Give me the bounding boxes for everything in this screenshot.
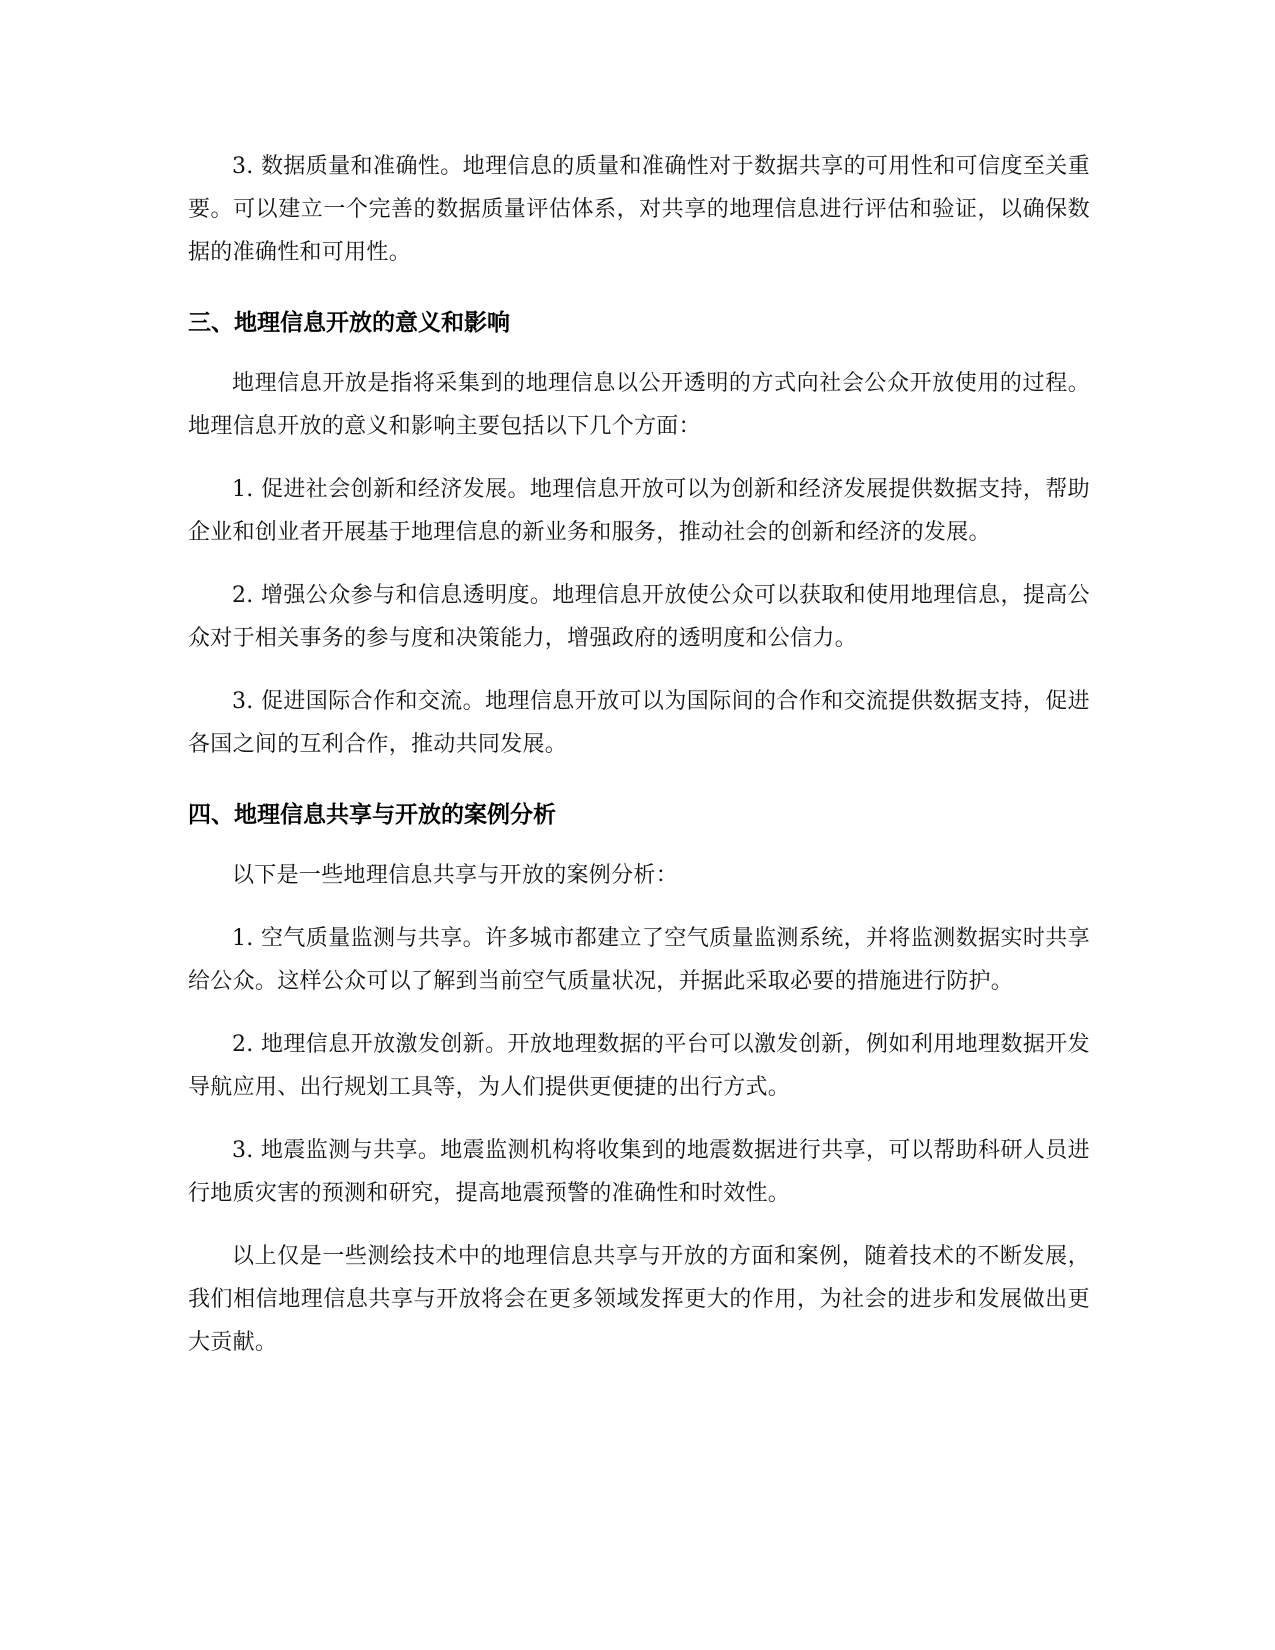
document-page <box>188 145 1090 1364</box>
section-heading-4: 四、地理信息共享与开放的案例分析 <box>188 802 556 828</box>
paragraph-participation: 2. 增强公众参与和信息透明度。地理信息开放使公众可以获取和使用地理信息，提高公众对于相关事务的参与度和决策能力，增强政府的透明度和公信力。 <box>188 583 1090 651</box>
paragraph-cooperation: 3. 促进国际合作和交流。地理信息开放可以为国际间的合作和交流提供数据支持，促进各国之间的互利合作，推动共同发展。 <box>188 689 1090 757</box>
paragraph-open-intro: 地理信息开放是指将采集到的地理信息以公开透明的方式向社会公众开放使用的过程。地理信息开放的意义和影响主要包括以下几个方面： <box>188 371 1090 439</box>
paragraph-innovation: 1. 促进社会创新和经济发展。地理信息开放可以为创新和经济发展提供数据支持，帮助企业和创业者开展基于地理信息的新业务和服务，推动社会的创新和经济的发展。 <box>188 477 1090 545</box>
section-heading-3: 三、地理信息开放的意义和影响 <box>188 310 510 336</box>
paragraph-cases-intro: 以下是一些地理信息共享与开放的案例分析： <box>232 863 679 888</box>
paragraph-data-quality: 3. 数据质量和准确性。地理信息的质量和准确性对于数据共享的可用性和可信度至关重要。可以建立一个完善的数据质量评估体系，对共享的地理信息进行评估和验证，以确保数据的准确性和可用性。 <box>188 154 1090 265</box>
paragraph-case-innovation: 2. 地理信息开放激发创新。开放地理数据的平台可以激发创新，例如利用地理数据开发导航应用、出行规划工具等，为人们提供更便捷的出行方式。 <box>188 1032 1090 1100</box>
paragraph-conclusion: 以上仅是一些测绘技术中的地理信息共享与开放的方面和案例，随着技术的不断发展，我们相信地理信息共享与开放将会在更多领域发挥更大的作用，为社会的进步和发展做出更大贡献。 <box>188 1244 1090 1355</box>
paragraph-case-air-quality: 1. 空气质量监测与共享。许多城市都建立了空气质量监测系统，并将监测数据实时共享给公众。这样公众可以了解到当前空气质量状况，并据此采取必要的措施进行防护。 <box>188 926 1090 994</box>
paragraph-case-earthquake: 3. 地震监测与共享。地震监测机构将收集到的地震数据进行共享，可以帮助科研人员进行地质灾害的预测和研究，提高地震预警的准确性和时效性。 <box>188 1138 1090 1206</box>
